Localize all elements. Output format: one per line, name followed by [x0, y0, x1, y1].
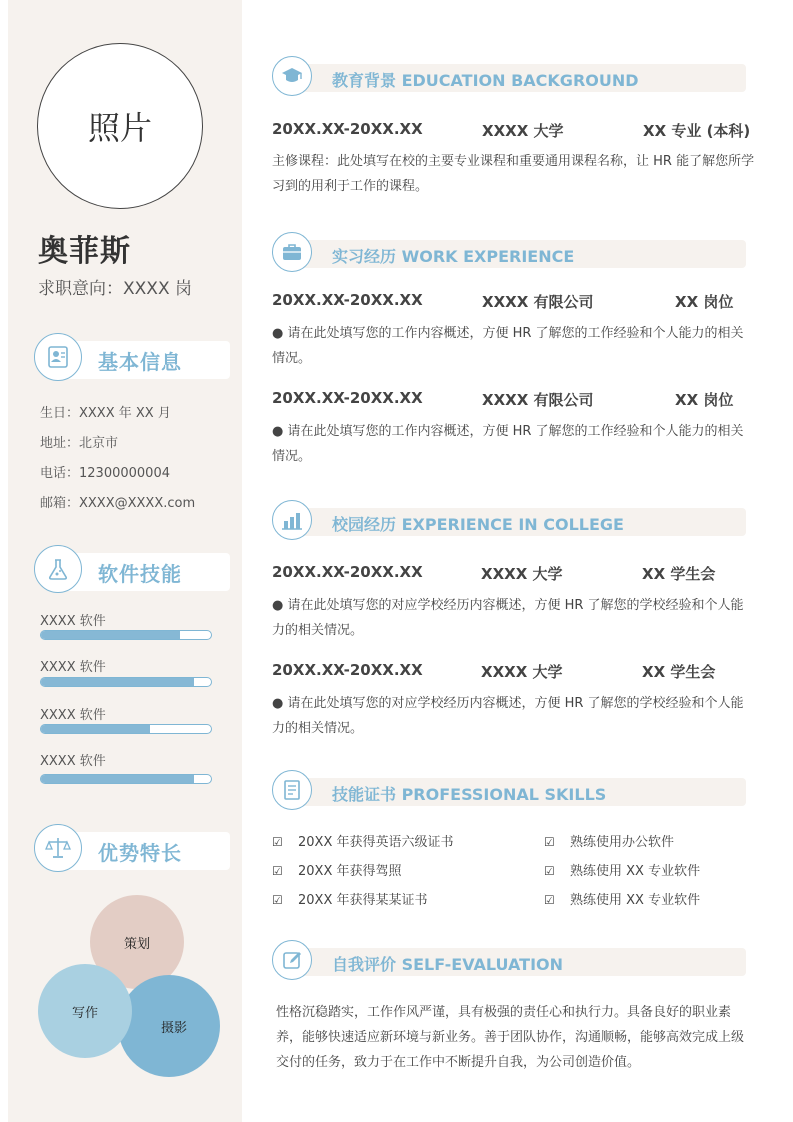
college-date: 20XX.XX-20XX.XX — [272, 661, 423, 679]
work-role: XX 岗位 — [675, 293, 734, 311]
job-intent: 求职意向：XXXX 岗 — [38, 279, 192, 299]
work-title: 实习经历 WORK EXPERIENCE — [332, 247, 575, 266]
education-title: 教育背景 EDUCATION BACKGROUND — [332, 71, 639, 90]
certificates-title: 技能证书 PROFESSIONAL SKILLS — [332, 785, 607, 804]
certificate-label: 20XX 年获得某某证书 — [298, 893, 428, 908]
certificates-header — [272, 770, 746, 812]
checkbox-icon: ☑ — [272, 864, 283, 878]
sidebar — [8, 0, 242, 1122]
skill-bar — [40, 724, 212, 734]
skills-header — [34, 545, 230, 593]
college-desc: ● 请在此处填写您的对应学校经历内容概述，方便 HR 了解您的学校经验和个人能力的相关情况。 — [272, 598, 744, 638]
skills-title: 软件技能 — [98, 562, 182, 586]
college-school: XXXX 大学 — [481, 663, 563, 681]
work-header — [272, 232, 746, 274]
certificate-item — [272, 831, 454, 850]
skill-fill — [41, 631, 180, 639]
self-eval-header — [272, 940, 746, 982]
strength-label: 写作 — [71, 1005, 98, 1021]
checkbox-icon: ☑ — [544, 835, 555, 849]
certificate-icon — [272, 770, 312, 810]
checkbox-icon: ☑ — [272, 893, 283, 907]
college-date: 20XX.XX-20XX.XX — [272, 563, 423, 581]
education-major: XX 专业 (本科) — [643, 122, 751, 140]
self-eval-title: 自我评价 SELF-EVALUATION — [332, 955, 564, 974]
college-role: XX 学生会 — [642, 565, 716, 583]
skill-fill — [41, 775, 194, 783]
college-desc: ● 请在此处填写您的对应学校经历内容概述，方便 HR 了解您的学校经验和个人能力的相关情况。 — [272, 696, 744, 736]
info-address: 地址：北京市 — [40, 436, 119, 451]
skill-bar — [40, 630, 212, 640]
candidate-name: 奥菲斯 — [38, 234, 131, 269]
skill-item — [544, 889, 700, 908]
photo-label: 照片 — [87, 109, 152, 147]
strength-circle-writing — [38, 964, 132, 1058]
skill-item-label: 熟练使用 XX 专业软件 — [570, 893, 701, 908]
strengths-title: 优势特长 — [98, 841, 182, 865]
certificate-label: 20XX 年获得驾照 — [298, 864, 402, 879]
education-desc: 主修课程：此处填写在校的主要专业课程和重要通用课程名称，让 HR 能了解您所学习到的用利于工作的课程。 — [272, 154, 755, 194]
skill-item-label: 熟练使用办公软件 — [570, 835, 675, 850]
college-header — [272, 500, 746, 542]
skill-bar — [40, 677, 212, 687]
skill-label: XXXX 软件 — [40, 708, 106, 723]
flask-icon — [34, 545, 82, 593]
strength-label: 摄影 — [160, 1020, 187, 1036]
id-card-icon — [34, 333, 82, 381]
graduation-cap-icon — [272, 56, 312, 96]
info-birth: 生日：XXXX 年 XX 月 — [40, 406, 171, 421]
work-role: XX 岗位 — [675, 391, 734, 409]
info-phone: 电话：12300000004 — [40, 466, 170, 481]
college-school: XXXX 大学 — [481, 565, 563, 583]
checkbox-icon: ☑ — [272, 835, 283, 849]
college-role: XX 学生会 — [642, 663, 716, 681]
education-school: XXXX 大学 — [482, 122, 564, 140]
scale-icon — [34, 824, 82, 872]
edit-icon — [272, 940, 312, 980]
work-date: 20XX.XX-20XX.XX — [272, 291, 423, 309]
strength-circle-photography — [118, 975, 220, 1077]
college-title: 校园经历 EXPERIENCE IN COLLEGE — [332, 515, 624, 534]
basic-info-header — [34, 333, 230, 381]
certificate-item — [272, 860, 402, 879]
skill-fill — [41, 678, 194, 686]
work-desc: ● 请在此处填写您的工作内容概述，方便 HR 了解您的工作经验和个人能力的相关情况。 — [272, 326, 744, 366]
checkbox-icon: ☑ — [544, 893, 555, 907]
skill-bar — [40, 774, 212, 784]
building-chart-icon — [272, 500, 312, 540]
skill-label: XXXX 软件 — [40, 754, 106, 769]
certificate-item — [272, 889, 428, 908]
skill-item-label: 熟练使用 XX 专业软件 — [570, 864, 701, 879]
skill-fill — [41, 725, 150, 733]
education-header — [272, 56, 746, 98]
skill-item — [544, 860, 700, 879]
briefcase-icon — [272, 232, 312, 272]
skill-label: XXXX 软件 — [40, 660, 106, 675]
skill-label: XXXX 软件 — [40, 614, 106, 629]
work-company: XXXX 有限公司 — [482, 391, 594, 409]
skill-item — [544, 831, 674, 850]
self-eval-text: 性格沉稳踏实，工作作风严谨，具有极强的责任心和执行力。具备良好的职业素养，能够快速适应新环境与新业务。善于团队协作，沟通顺畅，能够高效完成上级交付的任务，致力于在工作中不断提升自我，为公司创造价值。 — [276, 1005, 745, 1070]
education-date: 20XX.XX-20XX.XX — [272, 120, 423, 138]
checkbox-icon: ☑ — [544, 864, 555, 878]
info-email: 邮箱：XXXX@XXXX.com — [40, 496, 196, 511]
basic-info-title: 基本信息 — [98, 350, 182, 374]
work-date: 20XX.XX-20XX.XX — [272, 389, 423, 407]
certificate-label: 20XX 年获得英语六级证书 — [298, 835, 454, 850]
strengths-header — [34, 824, 230, 872]
work-desc: ● 请在此处填写您的工作内容概述，方便 HR 了解您的工作经验和个人能力的相关情况。 — [272, 424, 744, 464]
work-company: XXXX 有限公司 — [482, 293, 594, 311]
photo-placeholder — [37, 43, 203, 209]
strength-label: 策划 — [123, 936, 150, 952]
